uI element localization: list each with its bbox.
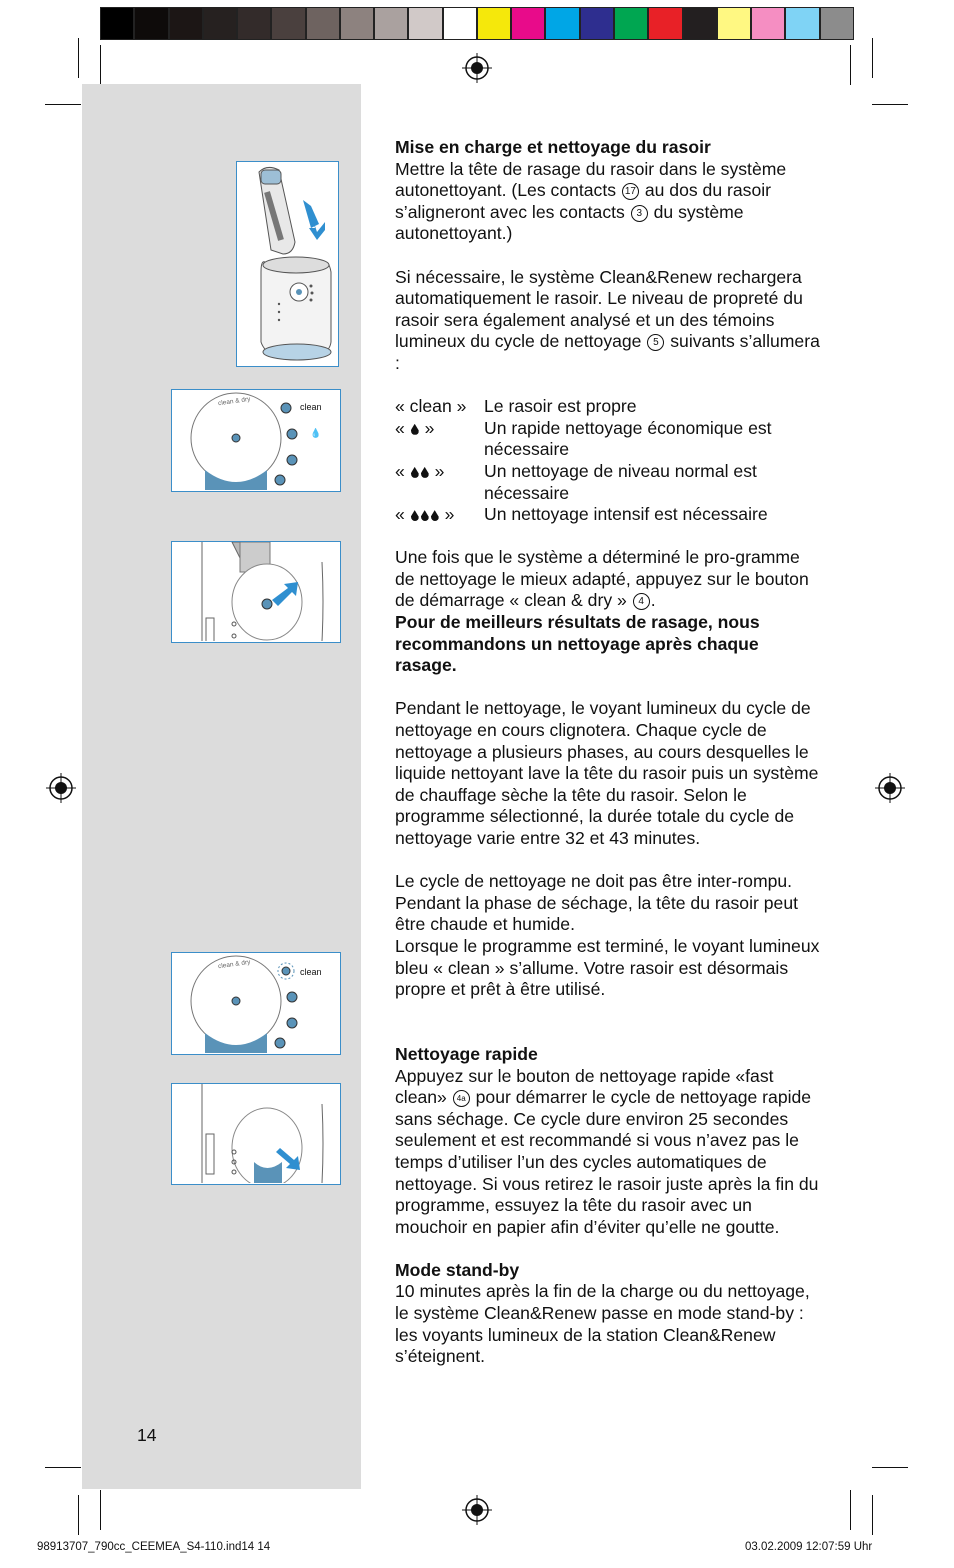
figure-clean-lit (171, 952, 341, 1055)
crop-mark (100, 45, 101, 85)
registration-mark-icon (46, 773, 76, 803)
registration-mark-icon (462, 53, 492, 83)
paragraph-recommendation: Pour de meilleurs résultats de rasage, nous recommandons un nettoyage après chaque rasage. (395, 612, 760, 676)
callout-4: 4 (633, 593, 650, 610)
crop-mark (872, 1467, 908, 1468)
paragraph-insert: Mettre la tête de rasage du rasoir dans le système autonettoyant. (Les contacts 17 au dos du rasoir s’aligneront avec les contacts 3 du système autonettoyant.) (395, 158, 787, 244)
paragraph-start-button: Une fois que le système a déterminé le pro-gramme de nettoyage le mieux adapté, appuyez sur le bouton de démarrage « clean & dry » 4 . (395, 547, 809, 611)
shaver-insert-illustration (237, 162, 337, 365)
paragraph-fast-clean: Appuyez sur le bouton de nettoyage rapide «fast clean» 4a pour démarrer le cycle de nettoyage rapide sans séchage. Ce cycle dure environ 25 secondes seulement et est recommandé si vous n’avez pas le temps d’utiliser l’un des cycles automatiques de nettoyage. Si vous retirez le rasoir juste après la fin du programme, essuyez la tête du rasoir avec un mouchoir en papier afin d’éviter qu’elle ne goutte. (395, 1065, 819, 1237)
indicator-row-one-drop: « » Un rapide nettoyage économique est nécessaire (395, 417, 772, 460)
color-swatch (134, 7, 168, 40)
paragraph-no-interrupt: Le cycle de nettoyage ne doit pas être inter-rompu. Pendant la phase de séchage, la tête du rasoir peut être chaude et humide. (395, 871, 798, 935)
crop-mark (100, 1490, 101, 1530)
color-swatch (648, 7, 682, 40)
color-swatch (820, 7, 854, 40)
drop-icon (431, 510, 439, 521)
registration-mark-icon (875, 773, 905, 803)
color-swatch (751, 7, 785, 40)
drop-icon (411, 510, 419, 521)
color-swatch (717, 7, 751, 40)
heading-fast-clean: Nettoyage rapide (395, 1043, 538, 1064)
clean-dry-button-label: clean & dry (217, 395, 251, 408)
crop-mark (45, 104, 81, 105)
crop-mark (78, 1495, 79, 1535)
registration-mark-icon (462, 1495, 492, 1525)
callout-4a: 4a (453, 1090, 470, 1107)
callout-17: 17 (622, 183, 639, 200)
color-swatch (203, 7, 237, 40)
clean-indicator-label: clean (300, 967, 322, 977)
paragraph-cleaning-cycle: Pendant le nettoyage, le voyant lumineux du cycle de nettoyage en cours clignotera. Chaque cycle de nettoyage a plusieurs phases, au cours desquelles le liquide nettoyant lave la tête du rasoir puis un système de chauffage sèche la tête du rasoir. Selon le programme sélectionné, la durée totale du cycle de nettoyage varie entre 32 et 43 minutes. (395, 698, 819, 848)
press-fast-clean-illustration (172, 1084, 339, 1183)
color-swatch (100, 7, 134, 40)
color-calibration-bar (100, 7, 854, 42)
instructions-text (395, 137, 820, 1368)
color-swatch (683, 7, 717, 40)
figure-control-panel (171, 389, 341, 492)
fast-clean-button-label: fast clean (222, 1033, 250, 1040)
callout-5: 5 (647, 334, 664, 351)
crop-mark (45, 1467, 81, 1468)
press-start-illustration (172, 542, 339, 641)
crop-mark (850, 1490, 851, 1530)
crop-mark (872, 38, 873, 78)
color-swatch (614, 7, 648, 40)
heading-charging-cleaning: Mise en charge et nettoyage du rasoir (395, 137, 711, 157)
color-swatch (477, 7, 511, 40)
paragraph-finished: Lorsque le programme est terminé, le voyant lumineux bleu « clean » s’allume. Votre rasoir est désormais propre et prêt à être utilisé. (395, 935, 820, 1000)
color-swatch (443, 7, 477, 40)
footer-timestamp: 03.02.2009 12:07:59 Uhr (745, 1541, 873, 1553)
fast-clean-button-label: fast clean (222, 470, 250, 477)
crop-mark (872, 104, 908, 105)
indicator-row-clean: « clean » Le rasoir est propre (395, 396, 637, 417)
color-swatch (340, 7, 374, 40)
clean-dry-button-label: clean & dry (217, 958, 251, 971)
color-swatch (511, 7, 545, 40)
paragraph-standby: 10 minutes après la fin de la charge ou du nettoyage, le système Clean&Renew passe en mode stand-by : les voyants lumineux de la station Clean&Renew s’éteignent. (395, 1281, 810, 1367)
color-swatch (306, 7, 340, 40)
crop-mark (850, 45, 851, 85)
color-swatch (580, 7, 614, 40)
paragraph-recharge: Si nécessaire, le système Clean&Renew rechargera automatiquement le rasoir. Le niveau de propreté du rasoir sera également analysé et un des témoins lumineux du cycle de nettoyage 5 suivants s’allumera : (395, 266, 820, 373)
drop-icon (421, 467, 429, 478)
color-swatch (785, 7, 819, 40)
figure-shaver-insert (236, 161, 339, 367)
drop-icon (411, 467, 419, 478)
color-swatch (545, 7, 579, 40)
color-swatch (271, 7, 305, 40)
page-number: 14 (137, 1425, 157, 1445)
drop-icon: 💧 (310, 428, 322, 438)
indicator-row-three-drops: « » Un nettoyage intensif est nécessaire (395, 504, 768, 525)
drop-icon (421, 510, 429, 521)
drop-icon (411, 424, 419, 435)
figure-press-fast-clean (171, 1083, 341, 1185)
indicator-row-two-drops: « » Un nettoyage de niveau normal est nécessaire (395, 460, 757, 503)
callout-3: 3 (631, 205, 648, 222)
crop-mark (78, 38, 79, 78)
figure-press-start (171, 541, 341, 643)
color-swatch (374, 7, 408, 40)
color-swatch (237, 7, 271, 40)
crop-mark (872, 1495, 873, 1535)
clean-indicator-label: clean (300, 402, 322, 412)
footer-file-info: 98913707_790cc_CEEMEA_S4-110.ind14 14 (37, 1541, 271, 1553)
heading-standby: Mode stand-by (395, 1259, 520, 1280)
color-swatch (169, 7, 203, 40)
color-swatch (408, 7, 442, 40)
